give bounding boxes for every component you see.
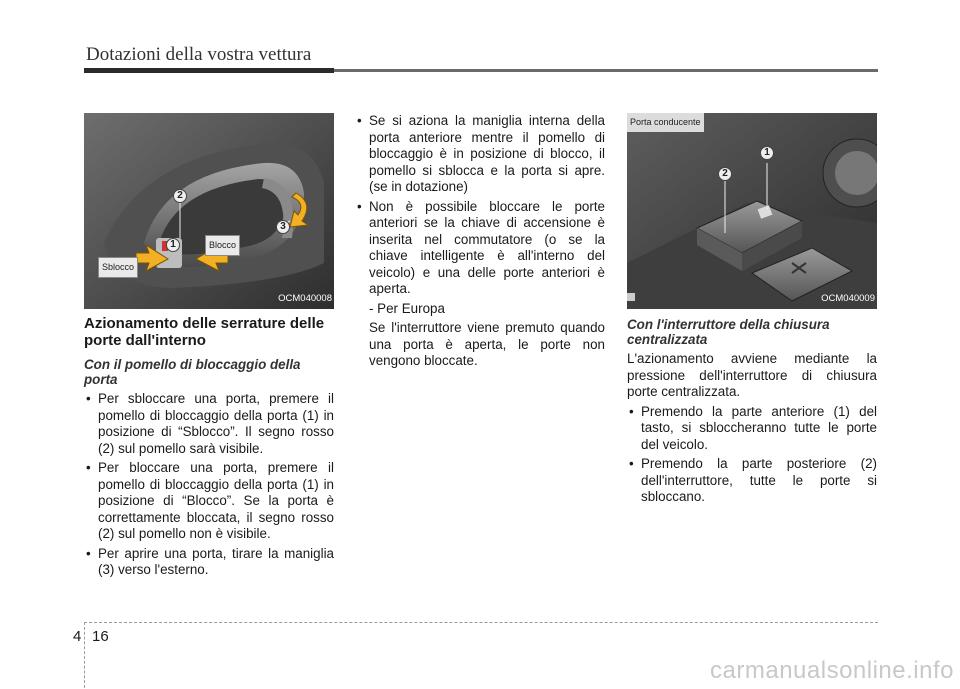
list-item: • Non è possibile bloccare le porte anteriori se la chiave di accensione è inserita nel commutatore (o se la chiave intelligente è all'interno del veicolo) e una delle porte anteriori è aperta. <box>355 199 605 298</box>
subsection-title: Con l'interruttore della chiusura centralizzata <box>627 317 830 347</box>
page-number: 16 <box>92 628 109 645</box>
marker-1: 1 <box>760 146 774 160</box>
right-column <box>627 113 877 509</box>
watermark: carmanualsonline.info <box>710 657 954 684</box>
list-item: • Per bloccare una porta, premere il pomello di bloccaggio della porta (1) in posizione di “Blocco”. Se la porta è correttamente bloccata, il segno rosso (2) sul pomello non è visibile. <box>84 460 334 543</box>
page-header-title: Dotazioni della vostra vettura <box>86 44 312 65</box>
section-title: Azionamento delle serrature delle porte dall'interno <box>84 315 325 349</box>
list-item: • Premendo la parte anteriore (1) del tasto, si sbloccheranno tutte le porte del veicolo. <box>627 404 877 454</box>
header-bar <box>84 68 334 73</box>
marker-3: 3 <box>276 220 290 234</box>
list-item: • Premendo la parte posteriore (2) dell'interruttore, tutte le porte si sbloccano. <box>627 456 877 506</box>
left-column <box>84 113 334 582</box>
figure-code: OCM040009 <box>821 292 875 304</box>
list-item: • Se si aziona la maniglia interna della porta anteriore mentre il pomello di bloccaggio è in posizione di blocco, il pomello si sblocca e la porta si apre. (se in dotazione) <box>355 113 605 196</box>
bullet-list <box>355 113 605 298</box>
door-handle-illustration <box>84 113 334 309</box>
header-rule <box>334 69 878 72</box>
marker-1: 1 <box>166 238 180 252</box>
lock-callout: Blocco <box>205 235 240 256</box>
footer-rule <box>84 622 878 623</box>
europe-text: Se l'interruttore viene premuto quando una porta è aperta, le porte non vengono bloccate. <box>369 320 605 368</box>
figure-code: OCM040008 <box>278 292 332 304</box>
list-item: • Per sbloccare una porta, premere il pomello di bloccaggio della porta (1) in posizione di “Sblocco”. Il segno rosso (2) sul pomello sarà visibile. <box>84 391 334 457</box>
europe-heading: - Per Europa <box>369 300 445 316</box>
door-handle-photo <box>84 113 334 309</box>
lock-switch-illustration <box>627 113 877 309</box>
marker-2: 2 <box>173 189 187 203</box>
bullet-list <box>627 404 877 506</box>
intro-text: L'azionamento avviene mediante la pressione dell'interruttore di chiusura porte centralizzata. <box>627 351 877 399</box>
subsection-title: Con il pomello di bloccaggio della porta <box>84 357 301 387</box>
switch-photo <box>627 113 877 309</box>
middle-column <box>355 113 605 373</box>
marker-2: 2 <box>718 167 732 181</box>
section-number: 4 <box>73 628 82 645</box>
list-item: • Per aprire una porta, tirare la maniglia (3) verso l'esterno. <box>84 546 334 579</box>
footer-divider <box>84 622 85 688</box>
driver-door-label: Porta conducente <box>627 113 704 132</box>
unlock-callout: Sblocco <box>98 257 138 278</box>
bullet-list <box>84 391 334 579</box>
